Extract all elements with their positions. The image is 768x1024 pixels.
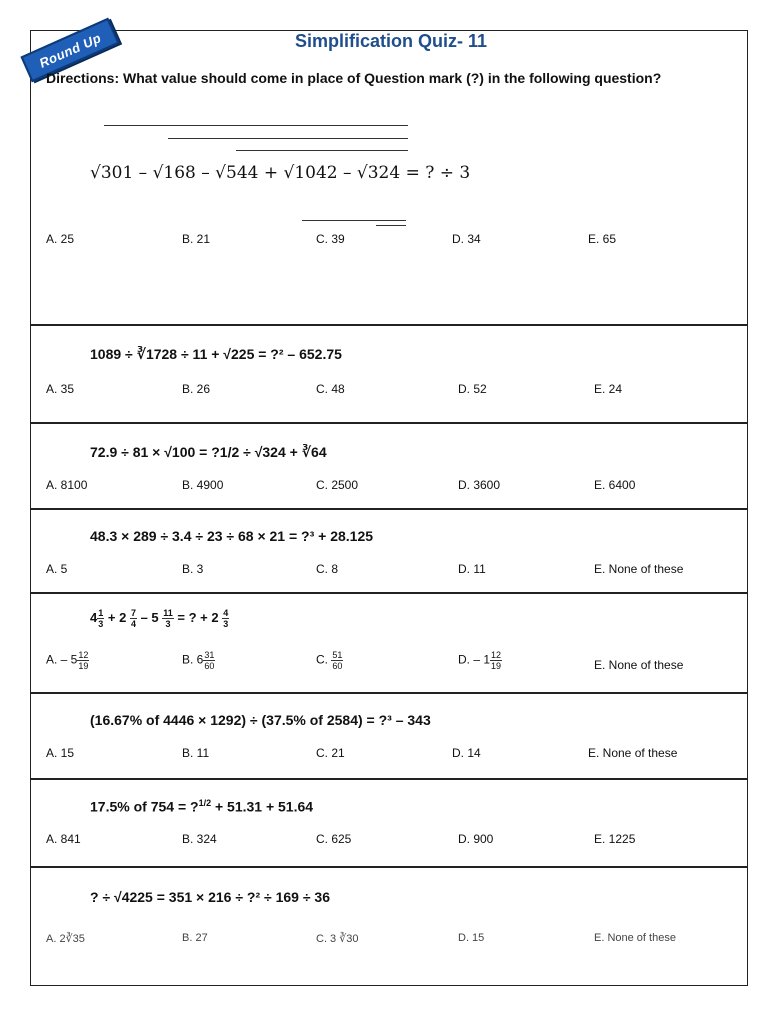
round-up-logo: Round Up — [20, 18, 119, 83]
question-6-option-d[interactable]: D. 14 — [452, 746, 481, 760]
question-8-option-b[interactable]: B. 27 — [182, 932, 208, 944]
question-8-equation: ? ÷ √4225 = 351 × 216 ÷ ?² ÷ 169 ÷ 36 — [90, 889, 331, 905]
question-7-option-a[interactable]: A. 841 — [46, 832, 81, 846]
question-2-equation: 1089 ÷ ∛1728 ÷ 11 + √225 = ?² – 652.75 — [90, 346, 342, 362]
question-1-equation: √301 – √168 – √544 + √1042 – √324 = ? ÷ 3 — [90, 163, 471, 183]
question-1-option-c[interactable]: C. 39 — [316, 232, 345, 246]
question-6-option-e[interactable]: E. None of these — [588, 746, 678, 760]
question-6-option-b[interactable]: B. 11 — [182, 746, 210, 760]
question-1-option-b[interactable]: B. 21 — [182, 232, 211, 246]
question-4-option-b[interactable]: B. 3 — [182, 562, 204, 576]
radical-bar — [104, 125, 408, 126]
divider — [30, 778, 748, 780]
question-8-option-d[interactable]: D. 15 — [458, 932, 485, 944]
question-1-option-d[interactable]: D. 34 — [452, 232, 481, 246]
radical-bar — [168, 138, 408, 139]
question-3-option-a[interactable]: A. 8100 — [46, 478, 88, 492]
question-7-option-e[interactable]: E. 1225 — [594, 832, 636, 846]
question-2-option-c[interactable]: C. 48 — [316, 382, 345, 396]
question-5-option-a[interactable]: A. – 5 $\frac{12}{19}$ — [46, 650, 89, 671]
question-5-equation: 4 $\frac{1}{3}$ + 2 $\frac{7}{4}$ – 5 $\frac{11}{3}$ = ? + 2 $\frac{4}{3}$ — [90, 608, 229, 629]
question-5-option-d[interactable]: D. – 1 $\frac{12}{19}$ — [458, 650, 502, 671]
question-7-option-d[interactable]: D. 900 — [458, 832, 494, 846]
question-4-option-a[interactable]: A. 5 — [46, 562, 68, 576]
divider — [30, 692, 748, 694]
question-3-option-b[interactable]: B. 4900 — [182, 478, 224, 492]
question-1-option-e[interactable]: E. 65 — [588, 232, 617, 246]
question-2-option-a[interactable]: A. 35 — [46, 382, 75, 396]
radical-bar — [236, 150, 408, 151]
question-5-option-c[interactable]: C. $\frac{51}{60}$ — [316, 650, 343, 671]
divider — [30, 866, 748, 868]
divider — [30, 422, 748, 424]
divider — [30, 508, 748, 510]
question-3-option-c[interactable]: C. 2500 — [316, 478, 359, 492]
question-7-option-c[interactable]: C. 625 — [316, 832, 352, 846]
radical-bar — [376, 225, 406, 226]
question-2-option-e[interactable]: E. 24 — [594, 382, 623, 396]
page-title: Simplification Quiz- 11 — [294, 31, 488, 51]
question-5-option-e[interactable]: E. None of these — [594, 658, 684, 672]
question-8-option-a[interactable]: A. 2∛35 — [46, 933, 85, 945]
question-6-equation: (16.67% of 4446 × 1292) ÷ (37.5% of 2584) = ?³ – 343 — [90, 712, 431, 728]
question-5-option-b[interactable]: B. 6 $\frac{31}{60}$ — [182, 650, 215, 671]
directions-text: Directions: What value should come in place of Question mark (?) in the following question? — [46, 70, 662, 86]
question-4-option-d[interactable]: D. 11 — [458, 562, 486, 576]
question-4-option-c[interactable]: C. 8 — [316, 562, 339, 576]
question-8-option-e[interactable]: E. None of these — [594, 932, 676, 944]
question-2-option-b[interactable]: B. 26 — [182, 382, 211, 396]
question-8-option-c[interactable]: C. 3 ∛30 — [316, 933, 359, 945]
divider — [30, 592, 748, 594]
question-4-equation: 48.3 × 289 ÷ 3.4 ÷ 23 ÷ 68 × 21 = ?³ + 28.125 — [90, 528, 374, 544]
question-6-option-a[interactable]: A. 15 — [46, 746, 75, 760]
question-1-option-a[interactable]: A. 25 — [46, 232, 75, 246]
question-4-option-e[interactable]: E. None of these — [594, 562, 684, 576]
question-3-equation: 72.9 ÷ 81 × √100 = ?1/2 ÷ √324 + ∛64 — [90, 444, 327, 460]
question-3-option-e[interactable]: E. 6400 — [594, 478, 636, 492]
radical-bar — [302, 220, 406, 221]
question-6-option-c[interactable]: C. 21 — [316, 746, 345, 760]
question-7-option-b[interactable]: B. 324 — [182, 832, 217, 846]
question-3-option-d[interactable]: D. 3600 — [458, 478, 501, 492]
question-2-option-d[interactable]: D. 52 — [458, 382, 487, 396]
divider — [30, 324, 748, 326]
question-7-equation: 17.5% of 754 = ?$^{1/2}$ + 51.31 + 51.64 — [90, 798, 314, 815]
